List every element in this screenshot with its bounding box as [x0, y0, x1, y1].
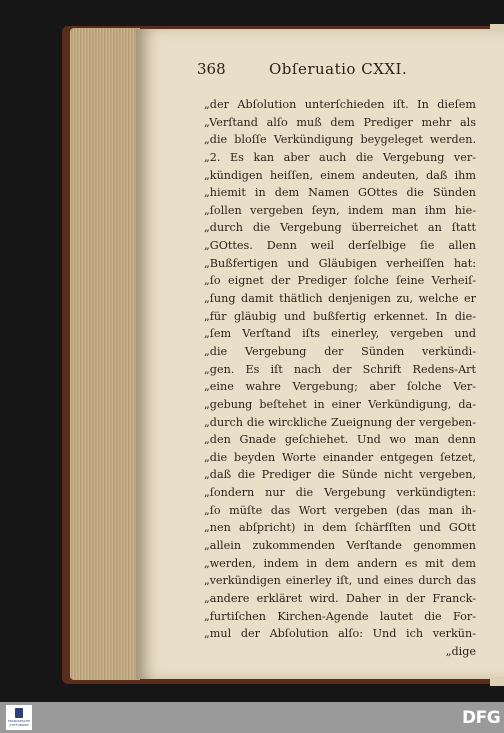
- text-line: „mul der Abſolution alſo: Und ich verkün-: [204, 627, 476, 641]
- dfg-logo[interactable]: DFG: [462, 708, 501, 728]
- institution-logo-caption: FRANCKESCHE STIFTUNGEN: [7, 719, 31, 727]
- text-line: „für gläubig und bußfertig erkennet. In die-: [204, 309, 476, 323]
- text-line: „andere erkläret wird. Daher in der Franck-: [204, 591, 476, 605]
- text-line: „den Gnade geſchiehet. Und wo man denn: [204, 433, 476, 447]
- text-line: „durch die wirckliche Zueignung der vergeben-: [204, 415, 476, 429]
- text-line: „ſem Verſtand iſts einerley, vergeben und: [204, 327, 476, 341]
- viewer-footer-bar: [0, 702, 504, 733]
- text-line: „ſondern nur die Vergebung verkündigten:: [204, 486, 476, 500]
- text-line: „2. Es kan aber auch die Vergebung ver-: [204, 150, 476, 164]
- text-line: „ſo eignet der Prediger ſolche ſeine Verheiſ-: [204, 274, 476, 288]
- text-line: „verkündigen einerley iſt, und eines durch das: [204, 574, 476, 588]
- page-block-edge: [70, 28, 140, 680]
- text-line: „nen abſpricht) in dem ſchärfſten und GOtt: [204, 521, 476, 535]
- text-line: „der Abſolution unterſchieden iſt. In dieſem: [204, 98, 476, 111]
- text-line: „allein zukommenden Verſtande genommen: [204, 539, 476, 553]
- francke-foundation-logo[interactable]: [6, 705, 32, 730]
- text-line: „daß die Prediger die Sünde nicht vergeben,: [204, 468, 476, 482]
- page-number: 368: [197, 60, 226, 78]
- running-title: Obſeruatio CXXI.: [269, 60, 408, 78]
- text-line: „ſo müſte das Wort vergeben (das man ih-: [204, 503, 476, 517]
- text-line: „ſollen vergeben ſeyn, indem man ihm hie-: [204, 203, 476, 217]
- text-line: „kündigen heiſſen, einem andeuten, daß ihm: [204, 168, 476, 182]
- text-line: „werden, indem in dem andern es mit dem: [204, 556, 476, 570]
- text-line: „gen. Es iſt nach der Schrift Redens-Art: [204, 362, 476, 376]
- text-line: „Bußfertigen und Gläubigen verheiſſen hat:: [204, 256, 476, 270]
- page-header: [197, 60, 457, 84]
- page-body-text: [204, 96, 476, 661]
- text-line: „ſung damit thätlich denjenigen zu, welche er: [204, 292, 476, 306]
- institution-emblem-icon: [15, 708, 23, 718]
- text-line: „durch die Vergebung überreichet an ſtatt: [204, 221, 476, 235]
- text-line: „GOttes. Denn weil derſelbige ſie allen: [204, 239, 476, 253]
- text-line: „furtiſchen Kirchen-Agende lautet die For-: [204, 609, 476, 623]
- text-line: „hiemit in dem Namen GOttes die Sünden: [204, 186, 476, 200]
- text-line: „Verſtand alſo muß dem Prediger mehr als: [204, 115, 476, 129]
- text-line: „die bloſſe Verkündigung beygeleget werden.: [204, 133, 476, 147]
- text-line: „die Vergebung der Sünden verkündi-: [204, 344, 476, 358]
- text-line: „gebung beſtehet in einer Verkündigung, da-: [204, 397, 476, 411]
- text-line: „eine wahre Vergebung; aber ſolche Ver-: [204, 380, 476, 394]
- text-line: „die beyden Worte einander entgegen ſetzet,: [204, 450, 476, 464]
- catchword: „dige: [445, 644, 476, 658]
